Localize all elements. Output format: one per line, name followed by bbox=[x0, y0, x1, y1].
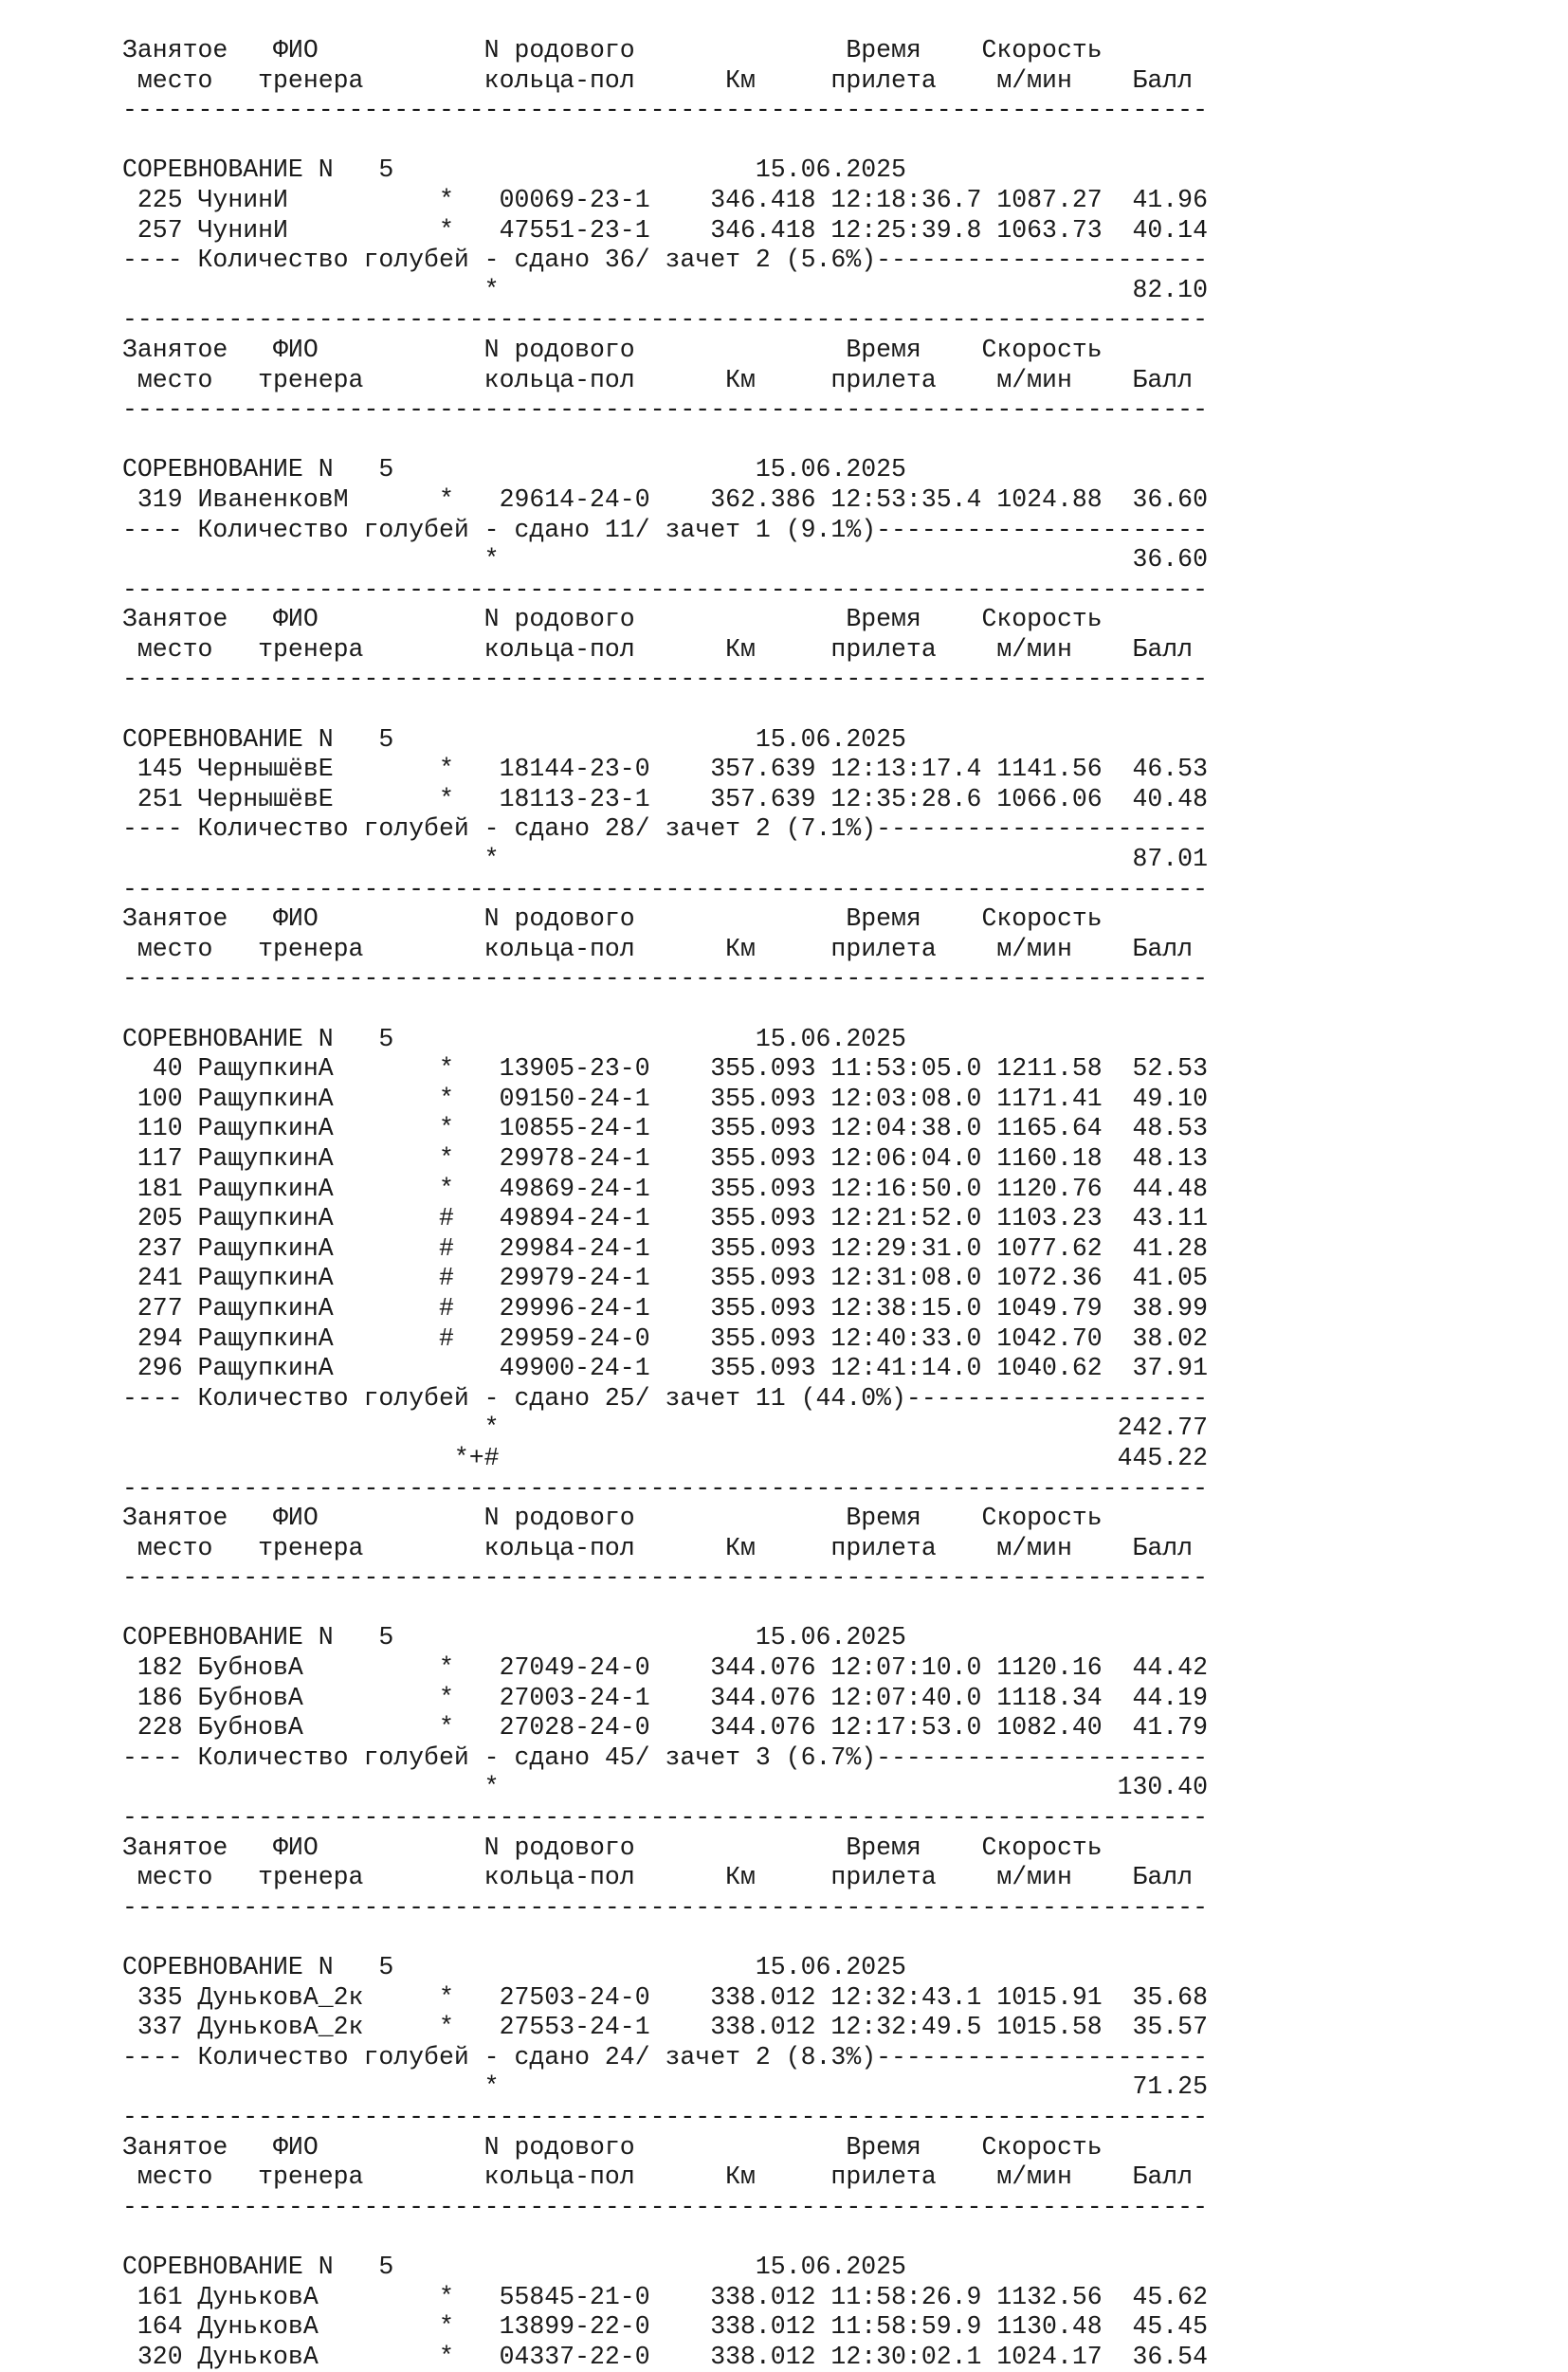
header-rule: ------------------------------------------------------------------------ bbox=[122, 1892, 1208, 1922]
result-row: 241 РащупкинА # 29979-24-1 355.093 12:31:08.0 1072.36 41.05 bbox=[122, 1264, 1208, 1293]
section-rule: ------------------------------------------------------------------------ bbox=[122, 575, 1208, 604]
header-line-1: Занятое ФИО N родового Время Скорость bbox=[122, 2132, 1103, 2162]
total-star-plus-hash: *+# 445.22 bbox=[122, 1443, 1208, 1472]
blank-line bbox=[122, 426, 1208, 456]
total-star: * 36.60 bbox=[122, 545, 1208, 575]
section-rule: ------------------------------------------------------------------------ bbox=[122, 1473, 1208, 1503]
result-row: 117 РащупкинА * 29978-24-1 355.093 12:06:04.0 1160.18 48.13 bbox=[122, 1143, 1208, 1173]
blank-line bbox=[122, 1923, 1208, 1953]
result-row: 296 РащупкинА 49900-24-1 355.093 12:41:14.0 1040.62 37.91 bbox=[122, 1354, 1208, 1383]
header-rule: ------------------------------------------------------------------------ bbox=[122, 964, 1208, 994]
header-line-1: Занятое ФИО N родового Время Скорость bbox=[122, 1504, 1103, 1533]
result-row: 335 ДуньковА_2к * 27503-24-0 338.012 12:32:43.1 1015.91 35.68 bbox=[122, 1982, 1208, 2012]
total-star: * 242.77 bbox=[122, 1414, 1208, 1443]
result-row: 205 РащупкинА # 49894-24-1 355.093 12:21:52.0 1103.23 43.11 bbox=[122, 1204, 1208, 1233]
blank-line bbox=[122, 1594, 1208, 1624]
result-row: 237 РащупкинА # 29984-24-1 355.093 12:29:31.0 1077.62 41.28 bbox=[122, 1233, 1208, 1263]
header-line-2: место тренера кольца-пол Км прилета м/мин Балл bbox=[122, 1863, 1194, 1892]
result-row: 257 ЧунинИ * 47551-23-1 346.418 12:25:39.8 1063.73 40.14 bbox=[122, 215, 1208, 245]
header-line-1: Занятое ФИО N родового Время Скорость bbox=[122, 36, 1103, 64]
summary-line: ---- Количество голубей - сдано 28/ зачет 2 (7.1%)---------------------- bbox=[122, 814, 1208, 844]
total-star: * 71.25 bbox=[122, 2072, 1208, 2102]
result-row: 100 РащупкинА * 09150-24-1 355.093 12:03:08.0 1171.41 49.10 bbox=[122, 1084, 1208, 1113]
section-rule: ------------------------------------------------------------------------ bbox=[122, 2102, 1208, 2131]
result-row: 225 ЧунинИ * 00069-23-1 346.418 12:18:36.7 1087.27 41.96 bbox=[122, 185, 1208, 214]
summary-line: ---- Количество голубей - сдано 36/ зачет 2 (5.6%)---------------------- bbox=[122, 246, 1208, 275]
results-report bbox=[122, 36, 1208, 2372]
header-line-1: Занятое ФИО N родового Время Скорость bbox=[122, 904, 1103, 934]
section-rule: ------------------------------------------------------------------------ bbox=[122, 874, 1208, 903]
section-rule: ------------------------------------------------------------------------ bbox=[122, 1803, 1208, 1833]
total-star: * 82.10 bbox=[122, 275, 1208, 304]
blank-line bbox=[122, 126, 1208, 156]
header-rule: ------------------------------------------------------------------------ bbox=[122, 395, 1208, 425]
result-row: 164 ДуньковА * 13899-22-0 338.012 11:58:59.9 1130.48 45.45 bbox=[122, 2312, 1208, 2342]
header-line-2: место тренера кольца-пол Км прилета м/мин Балл bbox=[122, 65, 1194, 95]
summary-line: ---- Количество голубей - сдано 45/ зачет 3 (6.7%)---------------------- bbox=[122, 1743, 1208, 1772]
result-row: 40 РащупкинА * 13905-23-0 355.093 11:53:05.0 1211.58 52.53 bbox=[122, 1054, 1208, 1084]
section-rule: ------------------------------------------------------------------------ bbox=[122, 305, 1208, 335]
competition-title: СОРЕВНОВАНИЕ N 5 15.06.2025 bbox=[122, 1024, 906, 1053]
header-rule: ------------------------------------------------------------------------ bbox=[122, 96, 1208, 125]
header-rule: ------------------------------------------------------------------------ bbox=[122, 665, 1208, 694]
competition-title: СОРЕВНОВАНИЕ N 5 15.06.2025 bbox=[122, 1623, 906, 1652]
competition-title: СОРЕВНОВАНИЕ N 5 15.06.2025 bbox=[122, 724, 906, 754]
total-star: * 130.40 bbox=[122, 1773, 1208, 1802]
competition-title: СОРЕВНОВАНИЕ N 5 15.06.2025 bbox=[122, 2252, 906, 2281]
result-row: 319 ИваненковМ * 29614-24-0 362.386 12:53:35.4 1024.88 36.60 bbox=[122, 484, 1208, 514]
result-row: 337 ДуньковА_2к * 27553-24-1 338.012 12:32:49.5 1015.58 35.57 bbox=[122, 2013, 1208, 2042]
header-line-2: место тренера кольца-пол Км прилета м/мин Балл bbox=[122, 365, 1194, 394]
header-line-2: место тренера кольца-пол Км прилета м/мин Балл bbox=[122, 634, 1194, 664]
header-line-1: Занятое ФИО N родового Время Скорость bbox=[122, 605, 1103, 634]
header-line-2: место тренера кольца-пол Км прилета м/мин Балл bbox=[122, 934, 1194, 963]
competition-title: СОРЕВНОВАНИЕ N 5 15.06.2025 bbox=[122, 455, 906, 484]
header-line-2: место тренера кольца-пол Км прилета м/мин Балл bbox=[122, 2162, 1194, 2192]
summary-line: ---- Количество голубей - сдано 25/ зачет 11 (44.0%)-------------------- bbox=[122, 1383, 1208, 1413]
result-row: 228 БубновА * 27028-24-0 344.076 12:17:53.0 1082.40 41.79 bbox=[122, 1713, 1208, 1743]
result-row: 181 РащупкинА * 49869-24-1 355.093 12:16:50.0 1120.76 44.48 bbox=[122, 1174, 1208, 1203]
result-row: 251 ЧернышёвЕ * 18113-23-1 357.639 12:35:28.6 1066.06 40.48 bbox=[122, 784, 1208, 813]
result-row: 294 РащупкинА # 29959-24-0 355.093 12:40:33.0 1042.70 38.02 bbox=[122, 1323, 1208, 1353]
total-star: * 87.01 bbox=[122, 845, 1208, 874]
blank-line bbox=[122, 994, 1208, 1025]
blank-line bbox=[122, 2222, 1208, 2253]
result-row: 161 ДуньковА * 55845-21-0 338.012 11:58:26.9 1132.56 45.62 bbox=[122, 2282, 1208, 2311]
summary-line: ---- Количество голубей - сдано 11/ зачет 1 (9.1%)---------------------- bbox=[122, 515, 1208, 544]
competition-title: СОРЕВНОВАНИЕ N 5 15.06.2025 bbox=[122, 155, 906, 185]
blank-line bbox=[122, 695, 1208, 725]
summary-line: ---- Количество голубей - сдано 24/ зачет 2 (8.3%)---------------------- bbox=[122, 2042, 1208, 2071]
competition-title: СОРЕВНОВАНИЕ N 5 15.06.2025 bbox=[122, 1953, 906, 1981]
header-rule: ------------------------------------------------------------------------ bbox=[122, 2192, 1208, 2221]
result-row: 145 ЧернышёвЕ * 18144-23-0 357.639 12:13:17.4 1141.56 46.53 bbox=[122, 755, 1208, 784]
header-line-1: Занятое ФИО N родового Время Скорость bbox=[122, 335, 1103, 364]
result-row: 320 ДуньковА * 04337-22-0 338.012 12:30:02.1 1024.17 36.54 bbox=[122, 2342, 1208, 2371]
result-row: 277 РащупкинА # 29996-24-1 355.093 12:38:15.0 1049.79 38.99 bbox=[122, 1293, 1208, 1323]
result-row: 186 БубновА * 27003-24-1 344.076 12:07:40.0 1118.34 44.19 bbox=[122, 1683, 1208, 1712]
result-row: 182 БубновА * 27049-24-0 344.076 12:07:10.0 1120.16 44.42 bbox=[122, 1653, 1208, 1683]
header-line-2: место тренера кольца-пол Км прилета м/мин Балл bbox=[122, 1533, 1194, 1562]
result-row: 110 РащупкинА * 10855-24-1 355.093 12:04:38.0 1165.64 48.53 bbox=[122, 1114, 1208, 1143]
header-rule: ------------------------------------------------------------------------ bbox=[122, 1563, 1208, 1593]
header-line-1: Занятое ФИО N родового Время Скорость bbox=[122, 1833, 1103, 1862]
